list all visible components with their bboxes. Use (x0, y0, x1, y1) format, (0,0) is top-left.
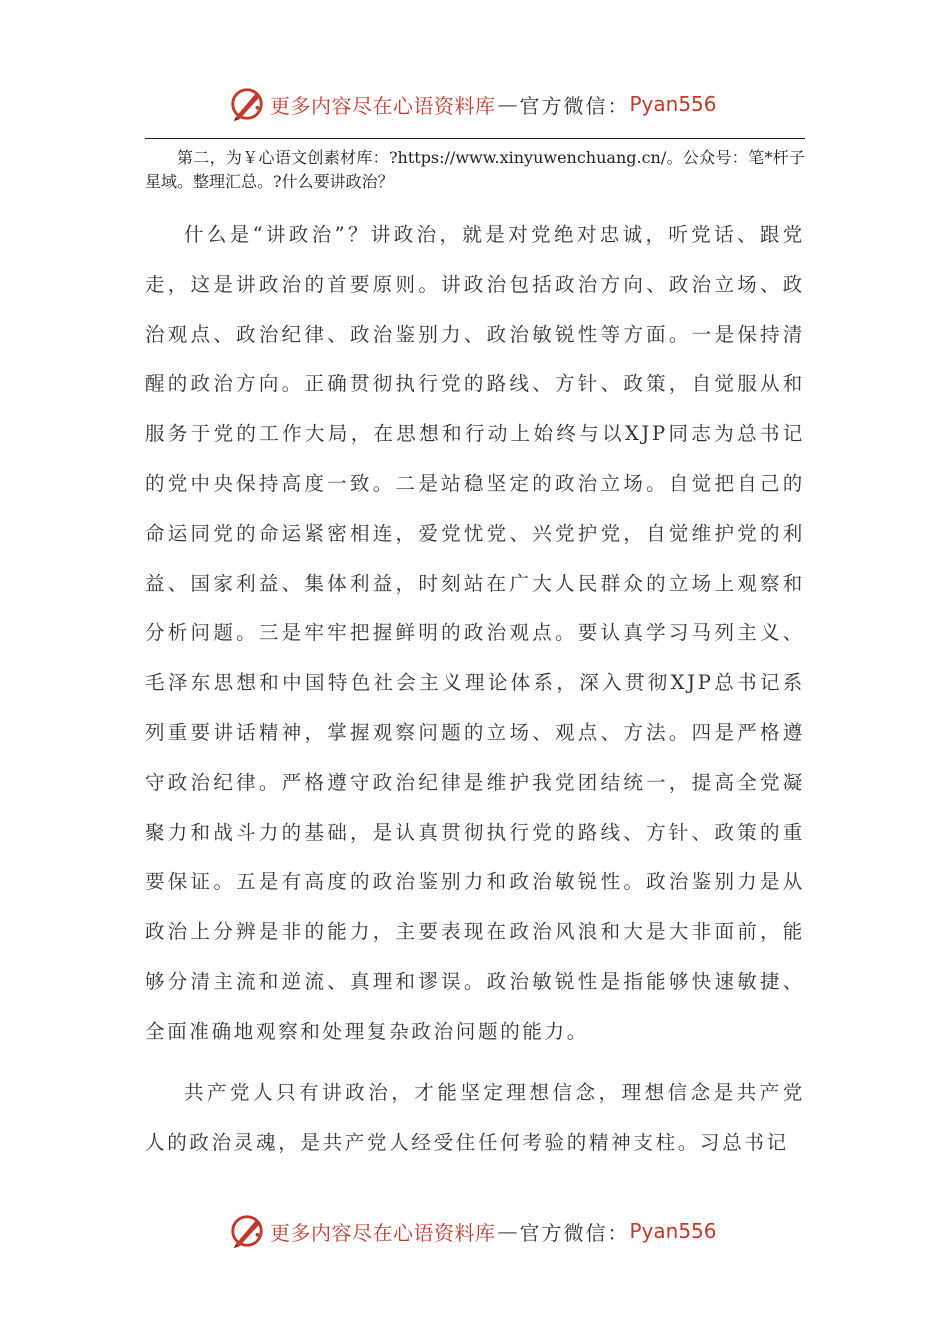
intro-line: 第二，为￥心语文创素材库：?https://www.xinyuwenchuang.cn/。公众号：笔*杆子星域。整理汇总。?什么要讲政治？ (145, 148, 805, 191)
header-wechat-id: Pyan556 (629, 92, 717, 116)
header-wechat-label: 官方微信： (519, 93, 630, 118)
body-paragraph-2: 共产党人只有讲政治，才能坚定理想信念，理想信念是共产党人的政治灵魂，是共产党人经受住任何考验的精神支柱。习总书记 (145, 1081, 805, 1154)
body-paragraph-1: 什么是“讲政治”？讲政治，就是对党绝对忠诚，听党话、跟党走，这是讲政治的首要原则。讲政治包括政治方向、政治立场、政治观点、政治纪律、政治鉴别力、政治敏锐性等方面。一是保持清醒的政治方向。正确贯彻执行党的路线、方针、政策，自觉服从和服务于党的工作大局，在思想和行动上始终与以XJP同志为总书记的党中央保持高度一致。二是站稳坚定的政治立场。自觉把自己的命运同党的命运紧密相连，爱党忧党、兴党护党，自觉维护党的利益、国家利益、集体利益，时刻站在广大人民群众的立场上观察和分析问题。三是牢牢把握鲜明的政治观点。要认真学习马列主义、毛泽东思想和中国特色社会主义理论体系，深入贯彻XJP总书记系列重要讲话精神，掌握观察问题的立场、观点、方法。四是严格遵守政治纪律。严格遵守政治纪律是维护我党团结统一，提高全党凝聚力和战斗力的基础，是认真贯彻执行党的路线、方针、政策的重要保证。五是有高度的政治鉴别力和政治敏锐性。政治鉴别力是从政治上分辨是非的能力，主要表现在政治风浪和大是大非面前，能够分清主流和逆流、真理和谬误。政治敏锐性是指能够快速敏捷、全面准确地观察和处理复杂政治问题的能力。 (145, 223, 805, 1043)
header-site-text: 更多内容尽在心语资料库 (270, 93, 496, 118)
pen-circle-logo-icon (228, 1212, 266, 1250)
footer-dash: — (497, 1219, 518, 1243)
footer-wechat-id: Pyan556 (629, 1219, 717, 1243)
pen-circle-logo-icon (228, 85, 266, 123)
header-divider (145, 138, 805, 139)
header-watermark (228, 84, 717, 124)
footer-wechat-label: 官方微信： (519, 1220, 630, 1245)
header-dash: — (497, 92, 518, 116)
footer-site-text: 更多内容尽在心语资料库 (270, 1220, 496, 1245)
footer-watermark (228, 1211, 717, 1251)
